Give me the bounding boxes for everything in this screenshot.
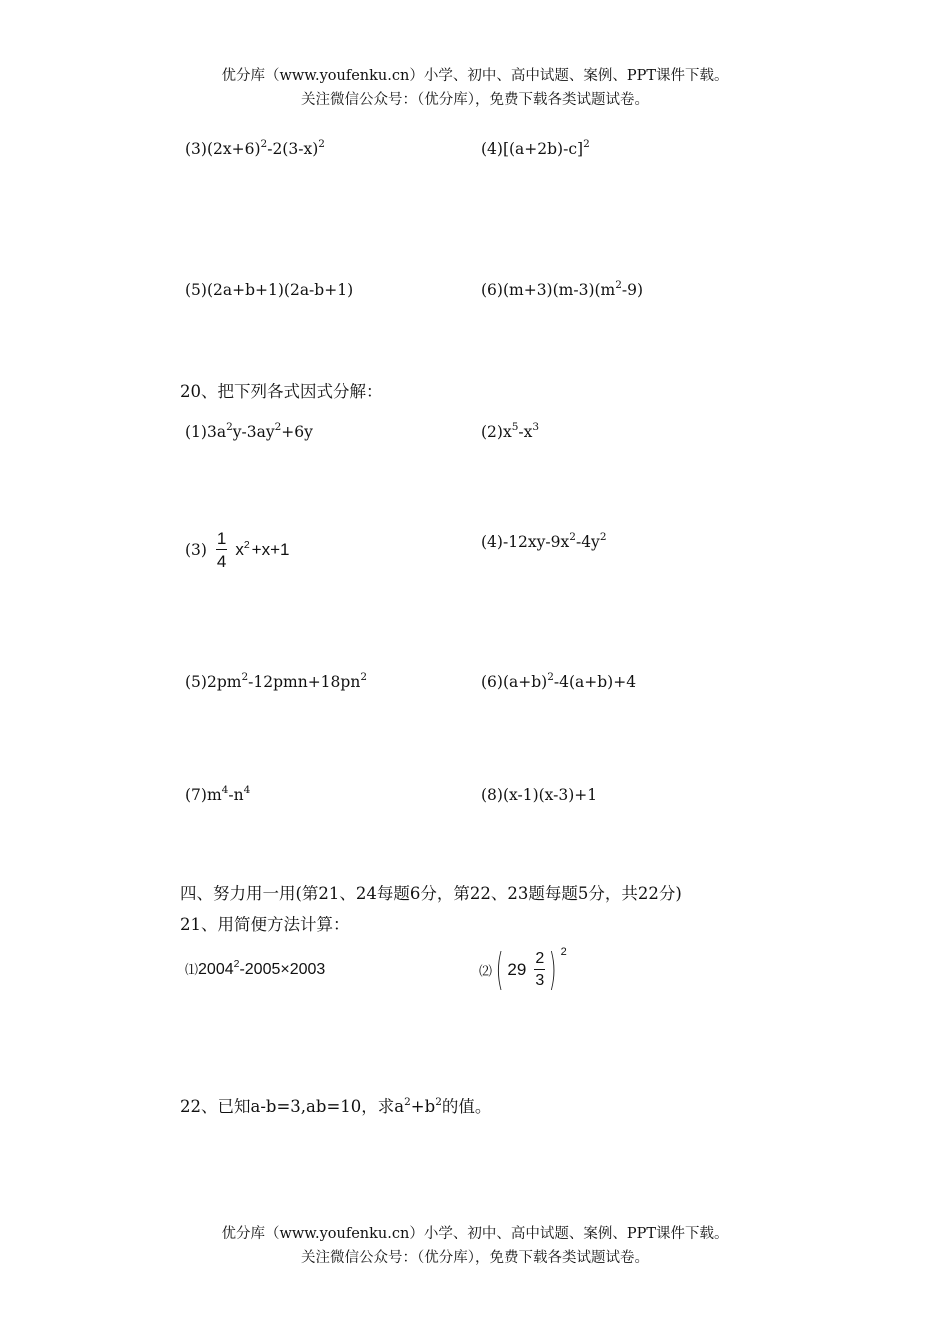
section-4-title: 四、努力用一用(第21、24每题6分，第22、23题每题5分，共22分) [180, 884, 682, 903]
q21-title: 21、用简便方法计算： [180, 915, 350, 934]
q20-part-3: (3) $\frac{1}{4}$ $x^2 +x+1$ [185, 529, 290, 571]
q20-part-2: $(2)x^5-x^3$ [481, 421, 540, 441]
right-paren: ) [549, 944, 557, 995]
q19-part-5: (5)(2a+b+1)(2a-b+1) [185, 281, 354, 299]
fraction-one-quarter: $\frac{1}{4}$ [216, 529, 227, 571]
footer-line-2: 关注微信公众号：（优分库），免费下载各类试题试卷。 [301, 1250, 649, 1266]
q20-part-7: $(7)m^4-n^4$ [185, 784, 251, 804]
q21-part-1: $⑴2004^2-2005\times 2003$ [185, 958, 326, 978]
q20-part-4: $(4)-12xy-9x^2-4y^2$ [481, 531, 607, 551]
q22-text: 22、已知a-b=3,ab=10，求$a^2+b^2$的值。 [180, 1096, 492, 1116]
q20-part-8: (8)(x-1)(x-3)+1 [481, 786, 598, 804]
header-line-2: 关注微信公众号：（优分库），免费下载各类试题试卷。 [301, 92, 649, 108]
header-line-1: 优分库（www.youfenku.cn）小学、初中、高中试题、案例、PPT课件下载。 [221, 68, 729, 84]
fraction-two-thirds: $\frac{2}{3}$ [535, 950, 545, 989]
q20-title: 20、把下列各式因式分解： [180, 382, 383, 401]
footer-line-1: 优分库（www.youfenku.cn）小学、初中、高中试题、案例、PPT课件下载。 [221, 1226, 729, 1242]
q20-part-5: $(5)2pm^2-12pmn+18pn^2$ [185, 671, 367, 691]
q20-part-6: $(6)(a+b)^2-4(a+b)+4$ [481, 671, 637, 691]
q19-part-4: $(4)[(a+2b)-c]^2$ [481, 138, 590, 158]
left-paren: ( [495, 944, 504, 995]
q21-part-2: ⑵ ( 29 $\frac{2}{3}$ ) $^2$ [479, 944, 567, 995]
q20-part-1: $(1)3a^2y-3ay^2+6y$ [185, 421, 313, 441]
q19-part-6: $(6)(m+3)(m-3)(m^2-9)$ [481, 279, 644, 299]
q19-part-3: $(3)(2x+6)^2-2(3-x)^2$ [185, 138, 325, 158]
